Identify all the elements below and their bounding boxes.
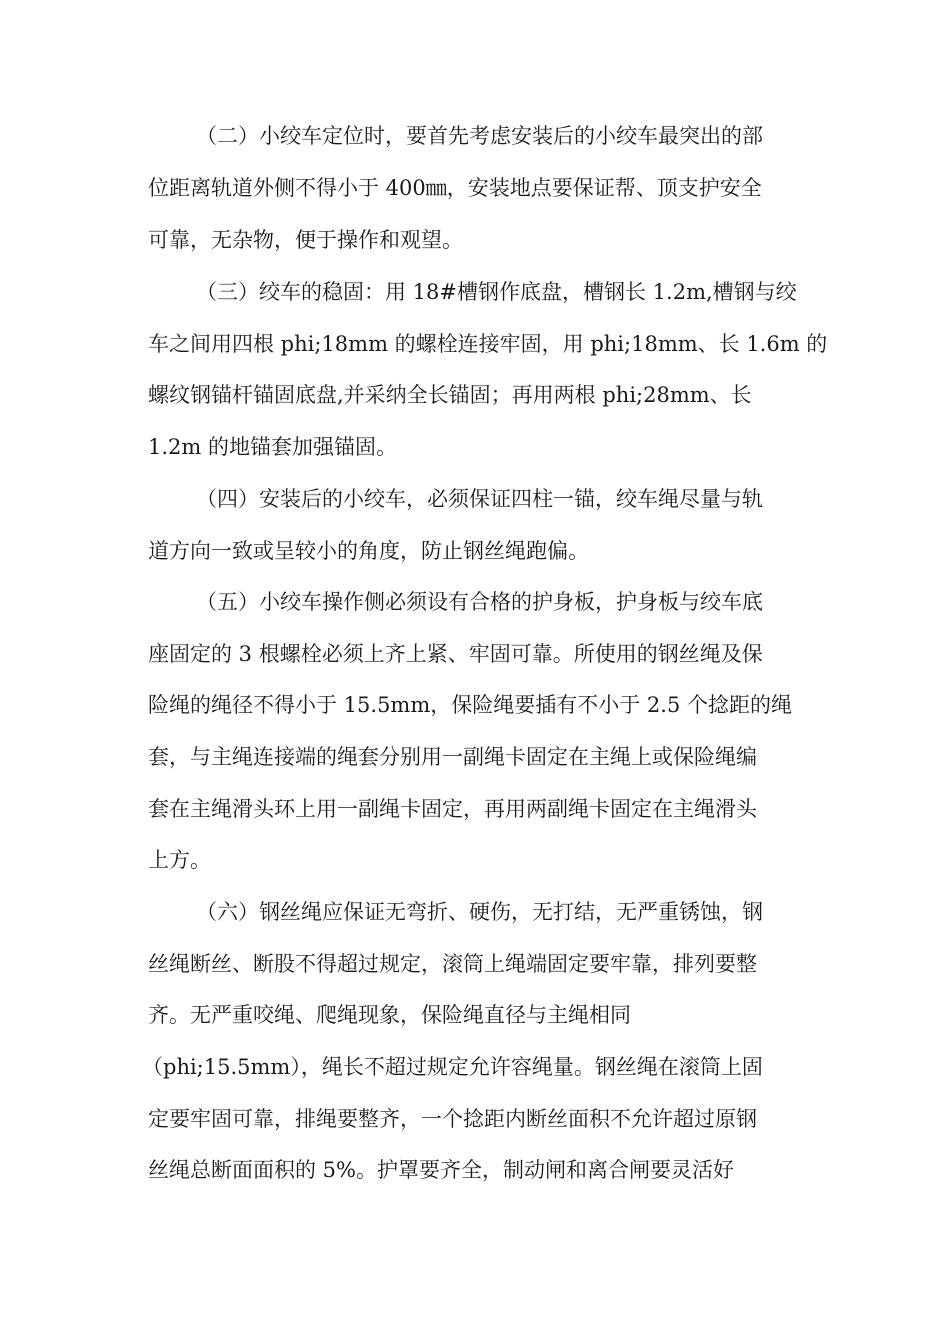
paragraph-6-line-5: 定要牢固可靠，排绳要整齐，一个捻距内断丝面积不允许超过原钢 <box>148 1107 757 1131</box>
paragraph-5-line-6: 上方。 <box>148 848 211 872</box>
paragraph-3-line-3: 螺纹钢锚杆锚固底盘,并采纳全长锚固；再用两根 phi;28mm、长 <box>148 383 752 407</box>
paragraph-3-line-4: 1.2m 的地锚套加强锚固。 <box>148 435 397 459</box>
paragraph-4-line-2: 道方向一致或呈较小的角度，防止钢丝绳跑偏。 <box>148 539 589 563</box>
paragraph-6-line-1: （六）钢丝绳应保证无弯折、硬伤，无打结，无严重锈蚀，钢 <box>196 900 763 924</box>
paragraph-5-line-3: 险绳的绳径不得小于 15.5mm，保险绳要插有不小于 2.5 个捻距的绳 <box>148 693 793 717</box>
paragraph-2-line-3: 可靠，无杂物，便于操作和观望。 <box>148 228 463 252</box>
paragraph-5-line-4: 套，与主绳连接端的绳套分别用一副绳卡固定在主绳上或保险绳编 <box>148 745 757 769</box>
paragraph-6-line-6: 丝绳总断面面积的 5%。护罩要齐全，制动闸和离合闸要灵活好 <box>148 1158 734 1182</box>
paragraph-5-line-1: （五）小绞车操作侧必须设有合格的护身板，护身板与绞车底 <box>196 590 763 614</box>
paragraph-6-line-3: 齐。无严重咬绳、爬绳现象，保险绳直径与主绳相同 <box>148 1003 631 1027</box>
paragraph-2-line-1: （二）小绞车定位时，要首先考虑安装后的小绞车最突出的部 <box>196 124 763 148</box>
paragraph-3-line-2: 车之间用四根 phi;18mm 的螺栓连接牢固，用 phi;18mm、长 1.6m 的 <box>148 332 828 356</box>
paragraph-6-line-2: 丝绳断丝、断股不得超过规定，滚筒上绳端固定要牢靠，排列要整 <box>148 952 757 976</box>
paragraph-3-line-1: （三）绞车的稳固：用 18#槽钢作底盘，槽钢长 1.2m,槽钢与绞 <box>196 280 797 304</box>
paragraph-2-line-2: 位距离轨道外侧不得小于 400㎜，安装地点要保证帮、顶支护安全 <box>148 176 762 200</box>
paragraph-5-line-2: 座固定的 3 根螺栓必须上齐上紧、牢固可靠。所使用的钢丝绳及保 <box>148 642 763 666</box>
paragraph-6-line-4: （phi;15.5mm），绳长不超过规定允许容绳量。钢丝绳在滚筒上固 <box>142 1055 763 1079</box>
paragraph-4-line-1: （四）安装后的小绞车，必须保证四柱一锚，绞车绳尽量与轨 <box>196 487 763 511</box>
paragraph-5-line-5: 套在主绳滑头环上用一副绳卡固定，再用两副绳卡固定在主绳滑头 <box>148 797 757 821</box>
